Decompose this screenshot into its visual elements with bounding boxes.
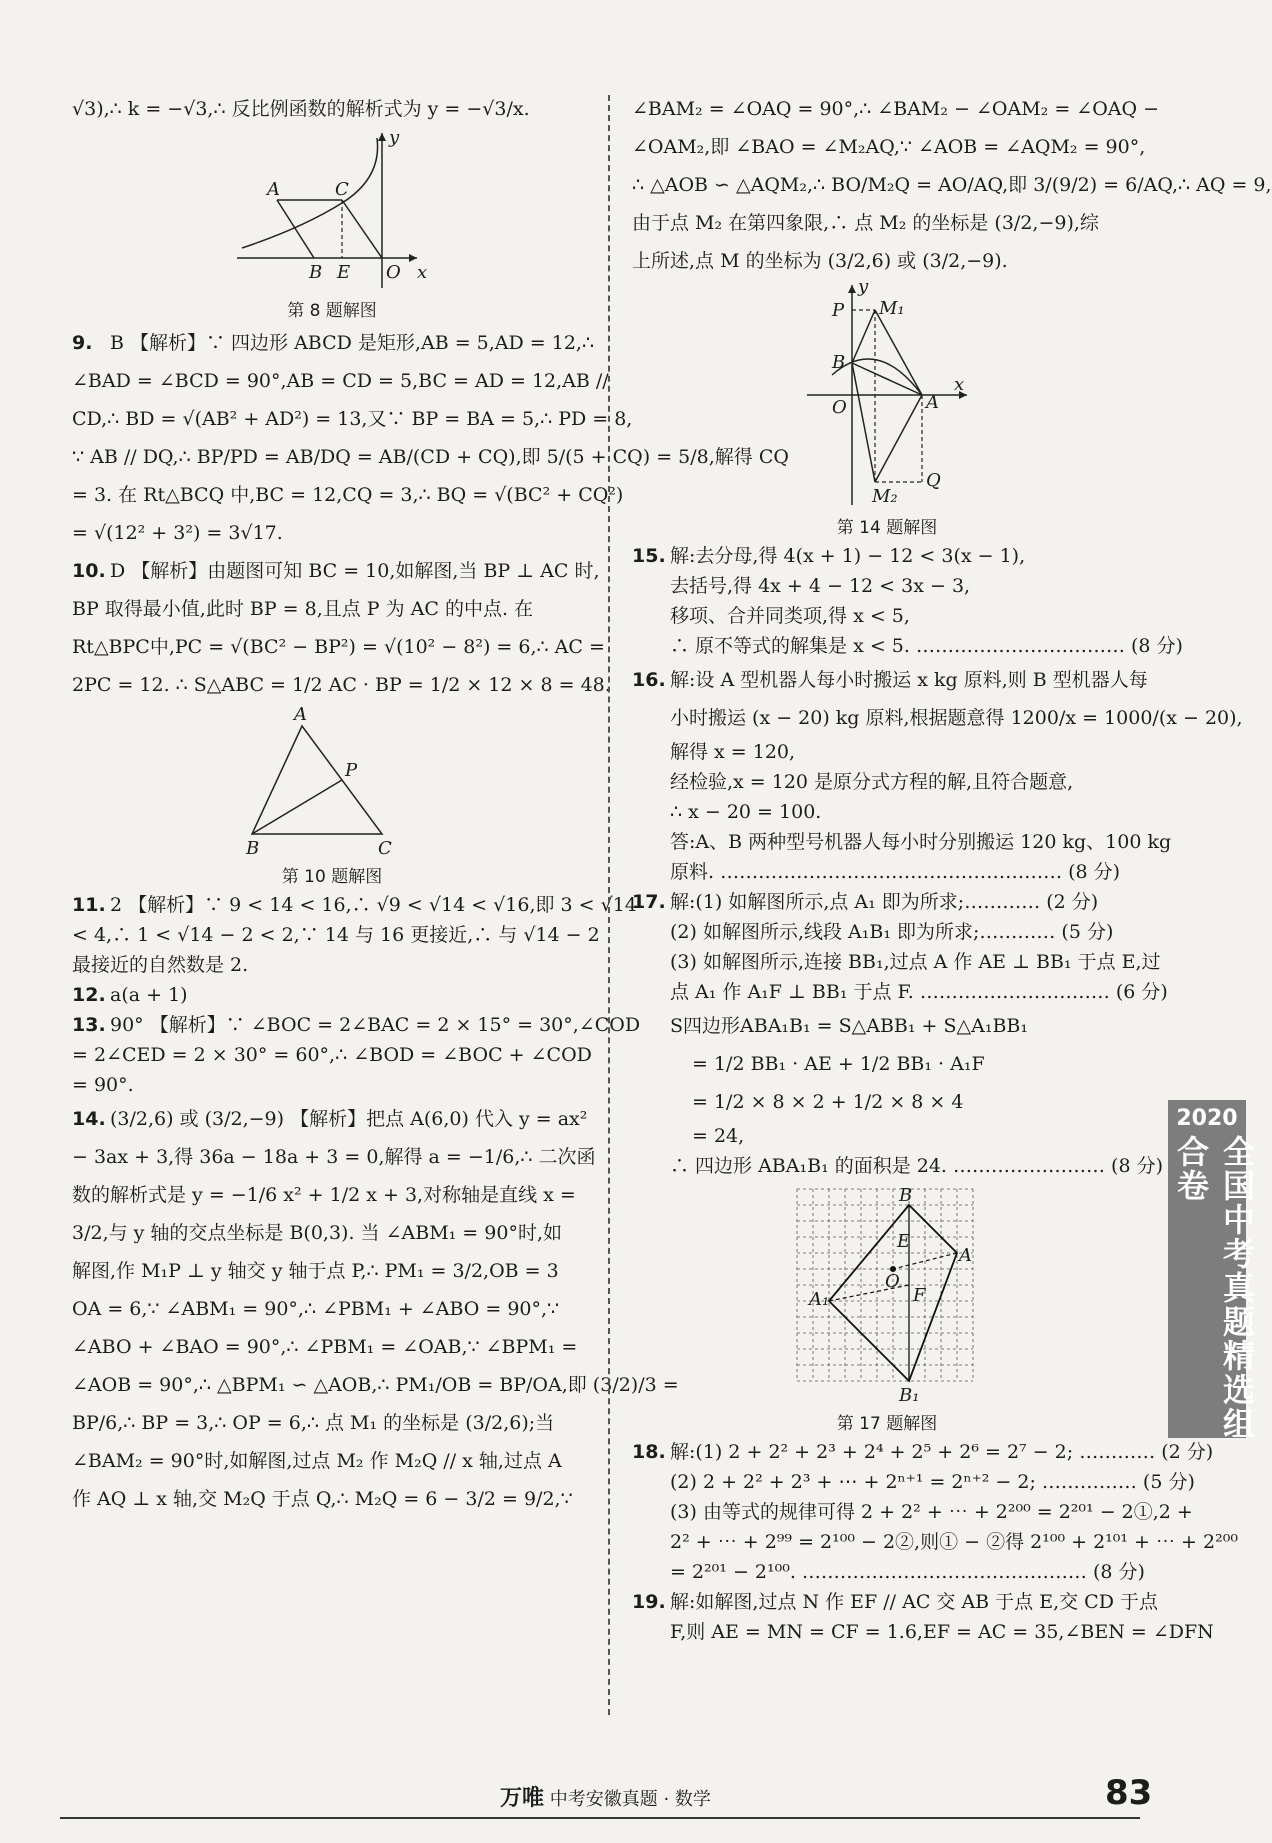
side-tab xyxy=(1168,1100,1256,1441)
text-line: ∠ABO + ∠BAO = 90°,∴ ∠PBM₁ = ∠OAB,∵ ∠BPM₁ = xyxy=(72,1336,578,1358)
label-E: E xyxy=(337,262,351,283)
text-line: F,则 AE = MN = CF = 1.6,EF = AC = 35,∠BEN = ∠DFN xyxy=(670,1621,1214,1643)
text-line: 答:A、B 两种型号机器人每小时分别搬运 120 kg、100 kg xyxy=(670,831,1172,853)
question-number: 19. xyxy=(632,1591,666,1613)
text-line: 小时搬运 (x − 20) kg 原料,根据题意得 1200/x = 1000/(x − 20), xyxy=(670,707,1243,729)
text-line: (3) 由等式的规律可得 2 + 2² + ⋯ + 2²⁰⁰ = 2²⁰¹ − 2①,2 + xyxy=(670,1501,1193,1523)
text-line: BP/6,∴ BP = 3,∴ OP = 6,∴ 点 M₁ 的坐标是 (3/2,6);当 xyxy=(72,1412,555,1434)
label-A1: A₁ xyxy=(809,1289,830,1310)
text-line: ∴ 原不等式的解集是 x < 5. …………………………… (8 分) xyxy=(670,635,1183,657)
question-number: 16. xyxy=(632,669,666,691)
text-line: B 【解析】∵ 四边形 ABCD 是矩形,AB = 5,AD = 12,∴ xyxy=(110,332,595,354)
text-line: − 3ax + 3,得 36a − 18a + 3 = 0,解得 a = −1/6,∴ 二次函 xyxy=(72,1146,596,1168)
figure-caption: 第 17 题解图 xyxy=(836,1414,938,1434)
question-15 xyxy=(632,541,1183,661)
brand-logo: 万唯 xyxy=(500,1786,545,1811)
text-line: 解得 x = 120, xyxy=(670,741,796,763)
question-number: 18. xyxy=(632,1441,666,1463)
question-number: 17. xyxy=(632,891,666,913)
figure-caption: 第 10 题解图 xyxy=(281,867,383,887)
figure-q14 xyxy=(632,276,1142,541)
page-number: 83 xyxy=(1105,1773,1153,1813)
label-A: A xyxy=(959,1245,972,1266)
text-line: 2² + ⋯ + 2⁹⁹ = 2¹⁰⁰ − 2②,则① − ②得 2¹⁰⁰ + 2¹⁰¹ + ⋯ + 2²⁰⁰ xyxy=(670,1531,1238,1553)
text-line: D 【解析】由题图可知 BC = 10,如解图,当 BP ⊥ AC 时, xyxy=(110,560,600,582)
text-line: √3),∴ k = −√3,∴ 反比例函数的解析式为 y = −√3/x. xyxy=(72,98,530,120)
text-line: S四边形ABA₁B₁ = S△ABB₁ + S△A₁BB₁ xyxy=(670,1015,1029,1037)
text-line: OA = 6,∵ ∠ABM₁ = 90°,∴ ∠PBM₁ + ∠ABO = 90°,∵ xyxy=(72,1298,560,1320)
label-y: y xyxy=(858,276,869,297)
text-line: ∴ x − 20 = 100. xyxy=(670,801,822,823)
text-line: 解:(1) 如解图所示,点 A₁ 即为所求;………… (2 分) xyxy=(670,891,1099,913)
question-number: 10. xyxy=(72,560,106,582)
text-line: ∴ 四边形 ABA₁B₁ 的面积是 24. …………………… (8 分) xyxy=(670,1155,1164,1177)
text-line: (3) 如解图所示,连接 BB₁,过点 A 作 AE ⊥ BB₁ 于点 E,过 xyxy=(670,951,1161,973)
text-line: ∠BAM₂ = ∠OAQ = 90°,∴ ∠BAM₂ − ∠OAM₂ = ∠OAQ − xyxy=(632,98,1160,120)
label-E: E xyxy=(897,1231,911,1252)
text-line: 解:如解图,过点 N 作 EF // AC 交 AB 于点 E,交 CD 于点 xyxy=(670,1591,1158,1613)
text-line: = 3. 在 Rt△BCQ 中,BC = 12,CQ = 3,∴ BQ = √(BC² + CQ²) xyxy=(72,484,624,506)
question-number: 12. xyxy=(72,984,106,1006)
question-9 xyxy=(72,324,789,552)
figure-q17 xyxy=(632,1181,1142,1437)
footer-brand xyxy=(500,1781,711,1812)
text-line: ∠BAD = ∠BCD = 90°,AB = CD = 5,BC = AD = 12,AB // xyxy=(72,370,609,392)
label-B: B xyxy=(832,352,846,373)
text-line: a(a + 1) xyxy=(110,984,188,1006)
text-line: ∴ △AOB ∽ △AQM₂,∴ BO/M₂Q = AO/AQ,即 3/(9/2) = 6/AQ,∴ AQ = 9, xyxy=(632,174,1272,196)
text-line: 经检验,x = 120 是原分式方程的解,且符合题意, xyxy=(670,771,1074,793)
question-17 xyxy=(632,887,1168,1181)
footer-rule xyxy=(60,1817,1140,1819)
grid-quadrilateral xyxy=(787,1181,987,1406)
column-divider xyxy=(608,95,610,1715)
text-line: 解:去分母,得 4(x + 1) − 12 < 3(x − 1), xyxy=(670,545,1026,567)
triangle-diagram xyxy=(242,704,422,859)
text-line: 点 A₁ 作 A₁F ⊥ BB₁ 于点 F. ………………………… (6 分) xyxy=(670,981,1168,1003)
footer-title: 中考安徽真题 · 数学 xyxy=(549,1789,711,1810)
question-14 xyxy=(72,1100,679,1518)
text-line: 原料. ……………………………………………… (8 分) xyxy=(670,861,1121,883)
label-M1: M₁ xyxy=(879,298,905,319)
text-line: 3/2,与 y 轴的交点坐标是 B(0,3). 当 ∠ABM₁ = 90°时,如 xyxy=(72,1222,562,1244)
question-18 xyxy=(632,1437,1238,1587)
question-11 xyxy=(72,890,637,980)
text-line: 解图,作 M₁P ⊥ y 轴交 y 轴于点 P,∴ PM₁ = 3/2,OB = 3 xyxy=(72,1260,559,1282)
figure-caption: 第 14 题解图 xyxy=(836,518,938,538)
text-line: 2 【解析】∵ 9 < 14 < 16,∴ √9 < √14 < √16,即 3 < √14 xyxy=(110,894,637,916)
text-line: ∠BAM₂ = 90°时,如解图,过点 M₂ 作 M₂Q // x 轴,过点 A xyxy=(72,1450,562,1472)
text-line: CD,∴ BD = √(AB² + AD²) = 13,又∵ BP = BA = 5,∴ PD = 8, xyxy=(72,408,633,430)
page-footer xyxy=(0,1775,1250,1815)
label-P: P xyxy=(832,300,845,321)
question-13 xyxy=(72,1010,641,1100)
question-number: 13. xyxy=(72,1014,106,1036)
side-tab-title: 全国中考真题精选组合卷 xyxy=(1172,1135,1256,1441)
text-line: 移项、合并同类项,得 x < 5, xyxy=(670,605,910,627)
parabola-graph xyxy=(802,276,972,510)
text-line: = 1/2 BB₁ · AE + 1/2 BB₁ · A₁F xyxy=(692,1053,985,1075)
hyperbola-graph xyxy=(232,128,432,293)
text-line: = 1/2 × 8 × 2 + 1/2 × 8 × 4 xyxy=(692,1091,964,1113)
label-P: P xyxy=(345,760,358,781)
text-line: = 90°. xyxy=(72,1074,134,1096)
text-line: Rt△BPC中,PC = √(BC² − BP²) = √(10² − 8²) = 6,∴ AC = xyxy=(72,636,605,658)
label-O: O xyxy=(386,262,401,283)
text-line: (2) 如解图所示,线段 A₁B₁ 即为所求;………… (5 分) xyxy=(670,921,1114,943)
text-line: 最接近的自然数是 2. xyxy=(72,954,249,976)
text-line: = 24, xyxy=(692,1125,745,1147)
text-line: < 4,∴ 1 < √14 − 2 < 2,∵ 14 与 16 更接近,∴ 与 √14 − 2 xyxy=(72,924,600,946)
figure-caption: 第 8 题解图 xyxy=(287,301,377,321)
text-line: 数的解析式是 y = −1/6 x² + 1/2 x + 3,对称轴是直线 x = xyxy=(72,1184,576,1206)
question-number: 14. xyxy=(72,1108,106,1130)
text-line: = √(12² + 3²) = 3√17. xyxy=(72,522,283,544)
question-19 xyxy=(632,1587,1214,1647)
label-A: A xyxy=(926,392,939,413)
text-line: 由于点 M₂ 在第四象限,∴ 点 M₂ 的坐标是 (3/2,−9),综 xyxy=(632,212,1099,234)
text-line: = 2∠CED = 2 × 30° = 60°,∴ ∠BOD = ∠BOC + ∠COD xyxy=(72,1044,592,1066)
question-16 xyxy=(632,661,1243,887)
text-line: 解:设 A 型机器人每小时搬运 x kg 原料,则 B 型机器人每 xyxy=(670,669,1148,691)
text-line: 解:(1) 2 + 2² + 2³ + 2⁴ + 2⁵ + 2⁶ = 2⁷ − 2; ………… (2 分) xyxy=(670,1441,1214,1463)
text-line: ∠AOB = 90°,∴ △BPM₁ ∽ △AOB,∴ PM₁/OB = BP/OA,即 (3/2)/3 = xyxy=(72,1374,679,1396)
question-number: 9. xyxy=(72,332,93,354)
label-B: B xyxy=(246,838,260,859)
side-tab-year: 2020 xyxy=(1176,1106,1238,1131)
label-A: A xyxy=(294,704,307,725)
label-M2: M₂ xyxy=(872,486,898,507)
label-F: F xyxy=(913,1285,926,1306)
label-x: x xyxy=(954,374,965,395)
text-line: = 2²⁰¹ − 2¹⁰⁰. ……………………………………… (8 分) xyxy=(670,1561,1145,1583)
label-C: C xyxy=(378,838,392,859)
label-Q: Q xyxy=(926,470,941,491)
text-line: ∠OAM₂,即 ∠BAO = ∠M₂AQ,∵ ∠AOB = ∠AQM₂ = 90°, xyxy=(632,136,1146,158)
text-line: 去括号,得 4x + 4 − 12 < 3x − 3, xyxy=(670,575,971,597)
label-A: A xyxy=(267,179,280,200)
text-line: (2) 2 + 2² + 2³ + ⋯ + 2ⁿ⁺¹ = 2ⁿ⁺² − 2; …………… (5 分) xyxy=(670,1471,1195,1493)
question-number: 15. xyxy=(632,545,666,567)
text-line: (3/2,6) 或 (3/2,−9) 【解析】把点 A(6,0) 代入 y = ax² xyxy=(110,1108,588,1130)
label-B: B xyxy=(309,262,323,283)
label-C: C xyxy=(335,179,349,200)
figure-q10 xyxy=(72,704,592,890)
label-B1: B₁ xyxy=(899,1385,920,1406)
text-line: 90° 【解析】∵ ∠BOC = 2∠BAC = 2 × 15° = 30°,∠COD xyxy=(110,1014,641,1036)
label-O: O xyxy=(885,1271,900,1292)
label-O: O xyxy=(832,397,847,418)
question-10 xyxy=(72,552,611,704)
figure-q8 xyxy=(72,128,592,324)
text-line: 2PC = 12. ∴ S△ABC = 1/2 AC · BP = 1/2 × 12 × 8 = 48. xyxy=(72,674,611,696)
label-x: x xyxy=(417,262,428,283)
text-line: 上所述,点 M 的坐标为 (3/2,6) 或 (3/2,−9). xyxy=(632,250,1008,272)
text-line: 作 AQ ⊥ x 轴,交 M₂Q 于点 Q,∴ M₂Q = 6 − 3/2 = 9/2,∵ xyxy=(72,1488,573,1510)
text-line: BP 取得最小值,此时 BP = 8,且点 P 为 AC 的中点. 在 xyxy=(72,598,534,620)
text-line: ∵ AB // DQ,∴ BP/PD = AB/DQ = AB/(CD + CQ),即 5/(5 + CQ) = 5/8,解得 CQ xyxy=(72,446,789,468)
label-y: y xyxy=(389,127,400,148)
label-B: B xyxy=(899,1185,913,1206)
question-12 xyxy=(72,980,592,1010)
question-number: 11. xyxy=(72,894,106,916)
